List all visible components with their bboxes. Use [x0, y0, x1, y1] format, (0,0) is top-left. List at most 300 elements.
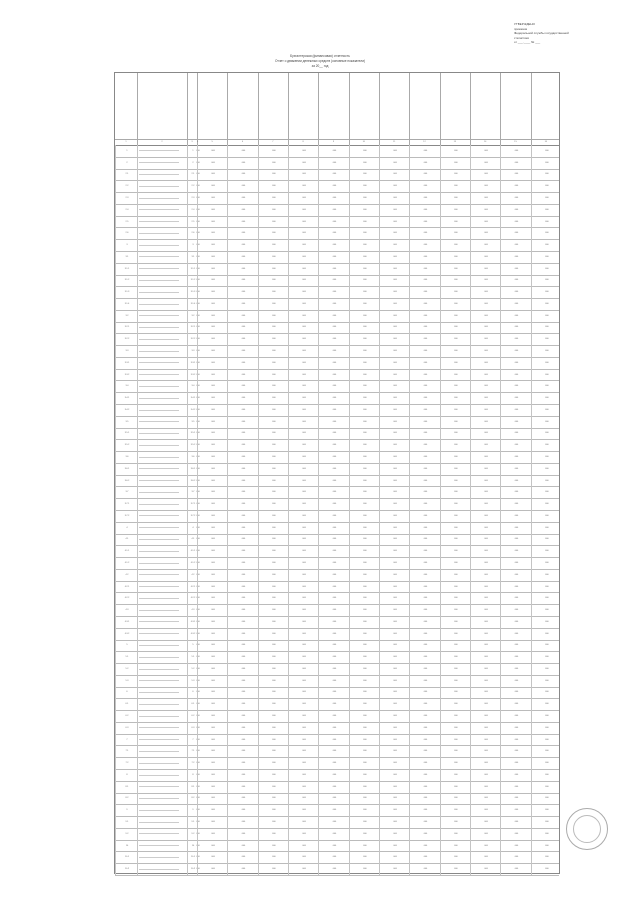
row-value: 000 — [500, 169, 531, 181]
row-label — [137, 180, 189, 192]
row-value: 000 — [470, 651, 501, 663]
row-value: 000 — [258, 392, 289, 404]
row-value: 000 — [500, 698, 531, 710]
row-value: 000 — [379, 628, 410, 640]
row-value: 000 — [379, 522, 410, 534]
row-value: 000 — [349, 651, 380, 663]
column-code: 1 — [125, 141, 127, 143]
row-value: 000 — [531, 734, 562, 746]
row-value: 000 — [470, 604, 501, 616]
row-value: 000 — [197, 169, 228, 181]
row-value: 000 — [409, 675, 440, 687]
row-label — [137, 439, 189, 451]
row-value: 000 — [227, 816, 258, 828]
row-value: 000 — [409, 863, 440, 875]
table-row — [115, 863, 559, 876]
row-value: 000 — [500, 192, 531, 204]
row-value: 000 — [379, 298, 410, 310]
row-line-code: 3.6.1 — [187, 463, 198, 475]
row-value: 000 — [349, 392, 380, 404]
row-value: 000 — [379, 404, 410, 416]
row-value: 000 — [440, 192, 471, 204]
approval-block — [514, 22, 624, 45]
row-label — [137, 698, 189, 710]
row-value: 000 — [379, 804, 410, 816]
row-value: 000 — [379, 851, 410, 863]
row-value: 000 — [440, 640, 471, 652]
row-value: 000 — [258, 380, 289, 392]
row-value: 000 — [470, 510, 501, 522]
row-label — [137, 369, 189, 381]
row-value: 000 — [531, 239, 562, 251]
row-line-code: 6 — [187, 687, 198, 699]
row-value: 000 — [531, 545, 562, 557]
row-code: 3.4.2 — [115, 404, 138, 416]
row-value: 000 — [349, 169, 380, 181]
row-line-code: 4.2 — [187, 569, 198, 581]
row-value: 000 — [288, 145, 319, 157]
row-line-code: 3.1.4 — [187, 298, 198, 310]
row-value: 000 — [531, 616, 562, 628]
row-value: 000 — [470, 498, 501, 510]
row-value: 000 — [531, 380, 562, 392]
row-value: 000 — [409, 851, 440, 863]
row-value: 000 — [409, 569, 440, 581]
row-value: 000 — [227, 180, 258, 192]
approval-line: статистики — [514, 35, 530, 40]
row-value: 000 — [227, 475, 258, 487]
row-value: 000 — [197, 851, 228, 863]
row-value: 000 — [197, 722, 228, 734]
row-value: 000 — [409, 757, 440, 769]
row-value: 000 — [227, 651, 258, 663]
row-value: 000 — [470, 698, 501, 710]
title-line: за 20__ год — [311, 63, 329, 68]
row-value: 000 — [349, 840, 380, 852]
row-value: 000 — [258, 369, 289, 381]
row-value: 000 — [470, 298, 501, 310]
row-value: 000 — [197, 180, 228, 192]
row-value: 000 — [227, 345, 258, 357]
row-value: 000 — [197, 698, 228, 710]
row-value: 000 — [440, 793, 471, 805]
row-value: 000 — [379, 251, 410, 263]
row-value: 000 — [500, 663, 531, 675]
row-value: 000 — [318, 675, 349, 687]
row-value: 000 — [379, 216, 410, 228]
row-value: 000 — [531, 475, 562, 487]
row-value: 000 — [288, 486, 319, 498]
row-value: 000 — [227, 569, 258, 581]
row-value: 000 — [379, 204, 410, 216]
row-code: 8.2 — [115, 793, 138, 805]
row-value: 000 — [349, 439, 380, 451]
row-value: 000 — [197, 769, 198, 781]
row-code: 3.5.1 — [115, 428, 138, 440]
row-code: 3.4.1 — [115, 392, 138, 404]
row-value: 000 — [288, 392, 319, 404]
row-value: 000 — [470, 534, 501, 546]
row-value: 000 — [258, 851, 289, 863]
row-value: 000 — [288, 180, 319, 192]
row-value: 000 — [379, 675, 410, 687]
row-value: 000 — [197, 616, 228, 628]
row-line-code: 6.1 — [187, 698, 198, 710]
row-value: 000 — [288, 840, 319, 852]
row-value: 000 — [500, 369, 531, 381]
header-column-divider — [409, 73, 410, 145]
column-code: 15 — [514, 141, 517, 143]
row-code: 5.2 — [115, 663, 138, 675]
row-value: 000 — [440, 263, 471, 275]
row-value: 000 — [318, 816, 349, 828]
row-value: 000 — [531, 710, 562, 722]
row-value: 000 — [379, 745, 410, 757]
row-value: 000 — [227, 687, 258, 699]
column-code: 16 — [544, 141, 548, 143]
row-value: 000 — [470, 804, 501, 816]
row-value: 000 — [197, 404, 198, 416]
row-value: 000 — [440, 345, 471, 357]
row-code: 9 — [115, 804, 138, 816]
row-value: 000 — [500, 793, 531, 805]
row-value: 000 — [500, 828, 531, 840]
row-code: 3.2.1 — [115, 322, 138, 334]
row-code: 3.2 — [115, 310, 138, 322]
row-value: 000 — [197, 828, 228, 840]
row-code: 3.2.2 — [115, 333, 138, 345]
row-value: 000 — [500, 710, 531, 722]
row-value: 000 — [531, 804, 562, 816]
row-value: 000 — [500, 722, 531, 734]
row-value: 000 — [379, 475, 410, 487]
row-value: 000 — [379, 581, 410, 593]
row-value: 000 — [500, 498, 531, 510]
header-column-divider — [197, 73, 198, 145]
row-line-code: 10.1 — [187, 851, 198, 863]
row-value: 000 — [197, 380, 228, 392]
row-value: 000 — [440, 416, 471, 428]
row-value: 000 — [531, 251, 562, 263]
row-code: 6.2 — [115, 710, 138, 722]
row-value: 000 — [227, 863, 258, 875]
row-value: 000 — [440, 710, 471, 722]
row-value: 000 — [197, 816, 228, 828]
row-value: 000 — [470, 451, 501, 463]
row-value: 000 — [470, 734, 501, 746]
row-value: 000 — [531, 557, 562, 569]
row-value: 000 — [227, 463, 258, 475]
row-value: 000 — [440, 380, 471, 392]
row-value: 000 — [349, 216, 380, 228]
row-value: 000 — [258, 416, 289, 428]
row-value: 000 — [440, 828, 471, 840]
row-value: 000 — [409, 380, 440, 392]
row-label — [137, 275, 189, 287]
row-value: 000 — [197, 757, 198, 769]
row-value: 000 — [379, 592, 410, 604]
row-value: 000 — [379, 863, 410, 875]
row-value: 000 — [197, 357, 228, 369]
row-value: 000 — [409, 557, 440, 569]
row-value: 000 — [440, 463, 471, 475]
row-value: 000 — [531, 439, 562, 451]
row-value: 000 — [318, 781, 349, 793]
row-value: 000 — [197, 734, 228, 746]
row-value: 000 — [440, 227, 471, 239]
row-value: 000 — [288, 251, 319, 263]
seal-stamp — [566, 808, 608, 850]
row-value: 000 — [500, 734, 531, 746]
row-value: 000 — [349, 640, 380, 652]
row-label — [137, 781, 189, 793]
row-value: 000 — [197, 569, 198, 581]
row-value: 000 — [197, 534, 198, 546]
row-code: 2.6 — [115, 227, 138, 239]
row-value: 000 — [500, 604, 531, 616]
row-line-code: 9.2 — [187, 828, 198, 840]
row-value: 000 — [470, 275, 501, 287]
column-code: 6 — [241, 141, 244, 143]
row-value: 000 — [470, 745, 501, 757]
row-code: 6.3 — [115, 722, 138, 734]
row-value: 000 — [470, 145, 501, 157]
row-value: 000 — [409, 498, 440, 510]
row-value: 000 — [258, 428, 289, 440]
row-value: 000 — [349, 251, 380, 263]
row-value: 000 — [227, 534, 258, 546]
row-value: 000 — [470, 157, 501, 169]
row-value: 000 — [470, 581, 501, 593]
row-value: 000 — [258, 581, 289, 593]
row-value: 000 — [379, 345, 410, 357]
row-value: 000 — [500, 545, 531, 557]
row-value: 000 — [470, 863, 501, 875]
row-value: 000 — [440, 616, 471, 628]
row-value: 000 — [318, 840, 349, 852]
row-value: 000 — [379, 357, 410, 369]
row-label — [137, 416, 189, 428]
row-value: 000 — [440, 145, 471, 157]
row-value: 000 — [318, 192, 349, 204]
row-value: 000 — [258, 757, 289, 769]
row-value: 000 — [379, 322, 410, 334]
row-value: 000 — [379, 169, 410, 181]
row-value: 000 — [379, 275, 410, 287]
row-value: 000 — [470, 392, 501, 404]
row-value: 000 — [258, 486, 289, 498]
row-value: 000 — [197, 145, 228, 157]
row-line-code: 7 — [187, 734, 198, 746]
row-value: 000 — [288, 804, 319, 816]
row-line-code: 3.5.2 — [187, 439, 198, 451]
row-value: 000 — [440, 169, 471, 181]
row-value: 000 — [258, 651, 289, 663]
row-value: 000 — [197, 439, 198, 451]
row-value: 000 — [258, 545, 289, 557]
row-value: 000 — [379, 380, 410, 392]
row-line-code: 3.2.2 — [187, 333, 198, 345]
row-value: 000 — [409, 545, 440, 557]
row-value: 000 — [531, 722, 562, 734]
row-value: 000 — [288, 793, 319, 805]
row-value: 000 — [349, 698, 380, 710]
row-value: 000 — [531, 404, 562, 416]
row-value: 000 — [500, 851, 531, 863]
row-value: 000 — [258, 781, 289, 793]
row-value: 000 — [197, 298, 228, 310]
row-value: 000 — [470, 345, 501, 357]
row-label — [137, 616, 189, 628]
row-value: 000 — [500, 557, 531, 569]
column-code: 10 — [362, 141, 366, 143]
row-value: 000 — [258, 698, 289, 710]
row-value: 000 — [288, 192, 319, 204]
row-line-code: 2.1 — [187, 169, 198, 181]
row-value: 000 — [258, 475, 289, 487]
row-value: 000 — [440, 687, 471, 699]
row-value: 000 — [440, 439, 471, 451]
row-label — [137, 581, 189, 593]
row-value: 000 — [258, 439, 289, 451]
row-value: 000 — [318, 392, 349, 404]
row-label — [137, 192, 189, 204]
row-value: 000 — [379, 604, 410, 616]
row-code: 3.1.1 — [115, 263, 138, 275]
row-value: 000 — [349, 357, 380, 369]
row-value: 000 — [197, 345, 228, 357]
row-value: 000 — [318, 357, 349, 369]
row-value: 000 — [227, 757, 258, 769]
row-value: 000 — [227, 498, 258, 510]
row-value: 000 — [440, 204, 471, 216]
row-value: 000 — [440, 298, 471, 310]
row-value: 000 — [197, 687, 228, 699]
column-code: 12 — [423, 141, 426, 143]
row-value: 000 — [258, 239, 289, 251]
row-value: 000 — [258, 863, 289, 875]
row-value: 000 — [440, 604, 471, 616]
row-line-code: 9 — [187, 804, 198, 816]
column-code: 11 — [393, 141, 396, 143]
row-line-code: 8.2 — [187, 793, 198, 805]
row-value: 000 — [318, 145, 349, 157]
row-value: 000 — [470, 357, 501, 369]
row-value: 000 — [258, 616, 289, 628]
row-value: 000 — [258, 640, 289, 652]
report-table — [114, 72, 560, 874]
row-value: 000 — [288, 687, 319, 699]
row-value: 000 — [531, 333, 562, 345]
row-value: 000 — [227, 710, 258, 722]
row-value: 000 — [197, 510, 228, 522]
row-value: 000 — [500, 298, 531, 310]
row-label — [137, 392, 189, 404]
row-code: 3.6 — [115, 451, 138, 463]
row-value: 000 — [349, 227, 380, 239]
row-value: 000 — [349, 310, 380, 322]
row-value: 000 — [409, 475, 440, 487]
row-value: 000 — [470, 851, 501, 863]
row-value: 000 — [318, 687, 349, 699]
row-value: 000 — [288, 745, 319, 757]
row-value: 000 — [197, 392, 198, 404]
row-code: 8.1 — [115, 781, 138, 793]
row-label — [137, 651, 189, 663]
row-value: 000 — [470, 428, 501, 440]
row-value: 000 — [379, 369, 410, 381]
row-value: 000 — [227, 192, 258, 204]
row-value: 000 — [470, 180, 501, 192]
row-value: 000 — [349, 569, 380, 581]
row-value: 000 — [409, 216, 440, 228]
row-value: 000 — [318, 651, 349, 663]
row-value: 000 — [379, 428, 410, 440]
row-value: 000 — [531, 581, 562, 593]
row-value: 000 — [318, 239, 349, 251]
row-value: 000 — [197, 416, 198, 428]
row-value: 000 — [500, 640, 531, 652]
row-value: 000 — [500, 675, 531, 687]
row-value: 000 — [470, 416, 501, 428]
row-code: 3.1.2 — [115, 275, 138, 287]
row-label — [137, 840, 189, 852]
row-line-code: 2 — [187, 157, 198, 169]
row-value: 000 — [197, 204, 228, 216]
row-value: 000 — [349, 745, 380, 757]
row-value: 000 — [197, 239, 198, 251]
row-value: 000 — [288, 439, 319, 451]
row-value: 000 — [197, 828, 198, 840]
row-line-code: 3.1.3 — [187, 286, 198, 298]
row-label — [137, 380, 189, 392]
row-value: 000 — [409, 793, 440, 805]
row-value: 000 — [349, 804, 380, 816]
row-label — [137, 851, 189, 863]
row-value: 000 — [349, 769, 380, 781]
row-value: 000 — [440, 310, 471, 322]
row-value: 000 — [500, 781, 531, 793]
row-value: 000 — [349, 180, 380, 192]
row-value: 000 — [349, 522, 380, 534]
row-value: 000 — [531, 828, 562, 840]
row-value: 000 — [288, 663, 319, 675]
row-value: 000 — [197, 333, 198, 345]
row-code: 7.1 — [115, 745, 138, 757]
header-column-divider — [137, 73, 138, 145]
row-line-code: 5.2 — [187, 663, 198, 675]
row-line-code: 3.4.1 — [187, 392, 198, 404]
row-line-code: 3.7 — [187, 486, 198, 498]
row-line-code: 3.1 — [187, 251, 198, 263]
row-value: 000 — [470, 640, 501, 652]
header-column-divider — [470, 73, 471, 145]
row-value: 000 — [197, 851, 198, 863]
row-line-code: 3.2.1 — [187, 322, 198, 334]
row-code: 3.7.1 — [115, 498, 138, 510]
row-value: 000 — [197, 793, 198, 805]
row-value: 000 — [197, 722, 198, 734]
row-value: 000 — [349, 557, 380, 569]
row-line-code: 10.2 — [187, 863, 198, 875]
row-value: 000 — [197, 216, 198, 228]
row-code: 10 — [115, 840, 138, 852]
row-value: 000 — [409, 345, 440, 357]
row-value: 000 — [288, 675, 319, 687]
row-line-code: 3.1.1 — [187, 263, 198, 275]
row-value: 000 — [318, 757, 349, 769]
row-value: 000 — [197, 428, 198, 440]
